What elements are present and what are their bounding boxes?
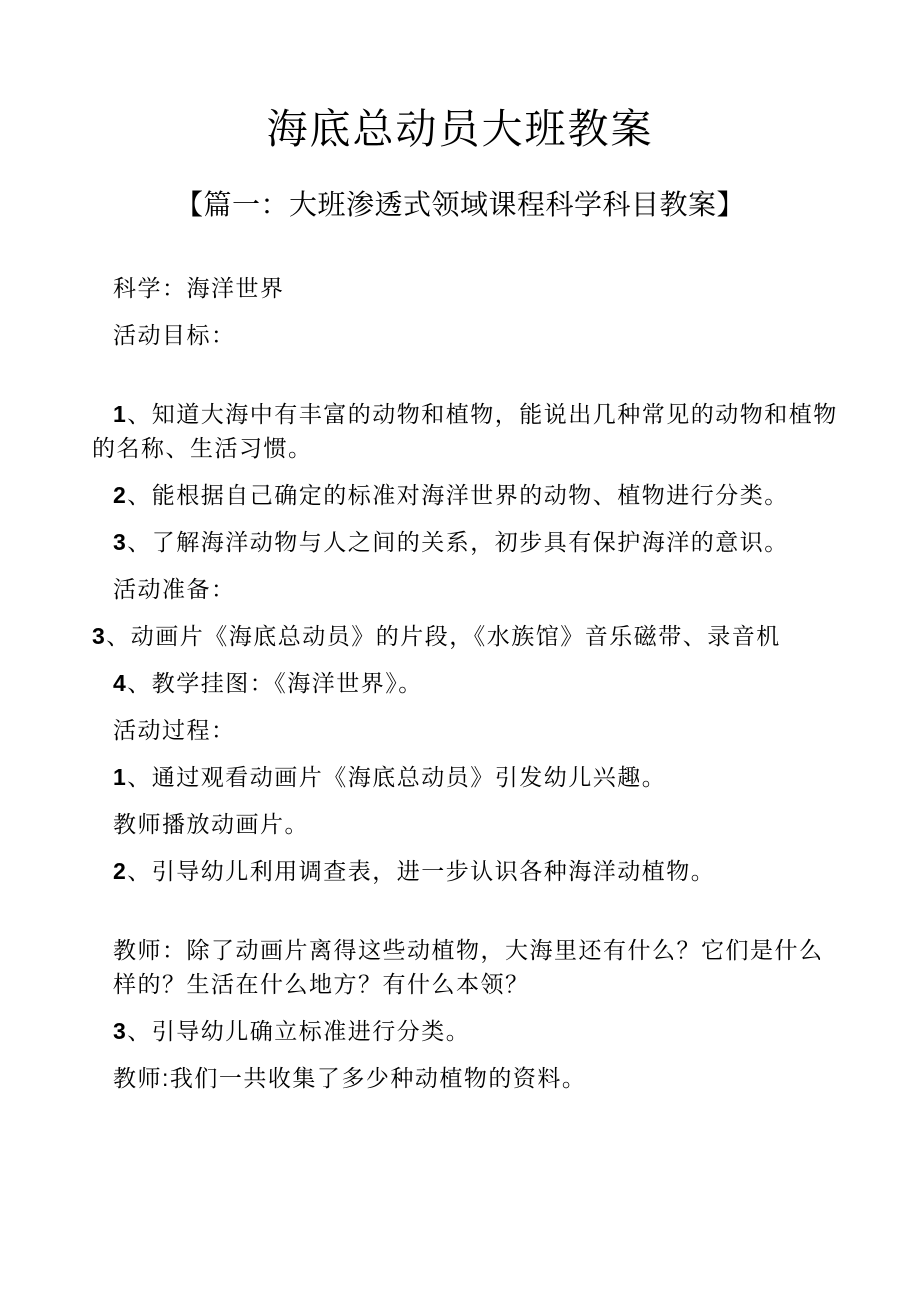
list-number: 3 (113, 1018, 128, 1044)
text-line: 2、能根据自己确定的标准对海洋世界的动物、植物进行分类。 (113, 482, 789, 508)
text-line: 活动准备： (113, 576, 236, 602)
text-line: 3、了解海洋动物与人之间的关系，初步具有保护海洋的意识。 (113, 529, 789, 555)
list-number: 1 (113, 764, 128, 790)
text-line: 3、动画片《海底总动员》的片段，《水族馆》音乐磁带、录音机 (92, 623, 781, 649)
text-line: 3、引导幼儿确立标准进行分类。 (113, 1018, 471, 1044)
text-line: 教师：除了动画片离得这些动植物，大海里还有什么？它们是什么 (113, 937, 824, 963)
text-line: 1、知道大海中有丰富的动物和植物，能说出几种常见的动物和植物 (113, 401, 838, 427)
list-number: 4 (113, 670, 128, 696)
document-title: 海底总动员大班教案 (266, 106, 654, 152)
text-line: 活动目标： (113, 322, 236, 348)
text-line: 2、引导幼儿利用调查表，进一步认识各种海洋动植物。 (113, 858, 716, 884)
list-number: 1 (113, 401, 128, 427)
text-line: 样的？生活在什么地方？有什么本领？ (113, 971, 530, 997)
list-number: 3 (113, 529, 128, 555)
list-number: 2 (113, 482, 128, 508)
list-number: 2 (113, 858, 128, 884)
text-line: 科学：海洋世界 (113, 275, 285, 301)
text-line: 活动过程： (113, 717, 236, 743)
text-line: 4、教学挂图：《海洋世界》。 (113, 670, 423, 696)
text-line: 教师:我们一共收集了多少种动植物的资料。 (113, 1065, 587, 1091)
document-subtitle: 【篇一：大班渗透式领域课程科学科目教案】 (174, 190, 745, 221)
text-line: 1、通过观看动画片《海底总动员》引发幼儿兴趣。 (113, 764, 667, 790)
text-line: 的名称、生活习惯。 (92, 435, 313, 461)
document-body (0, 271, 920, 1095)
list-number: 3 (92, 623, 107, 649)
text-line: 教师播放动画片。 (113, 811, 309, 837)
